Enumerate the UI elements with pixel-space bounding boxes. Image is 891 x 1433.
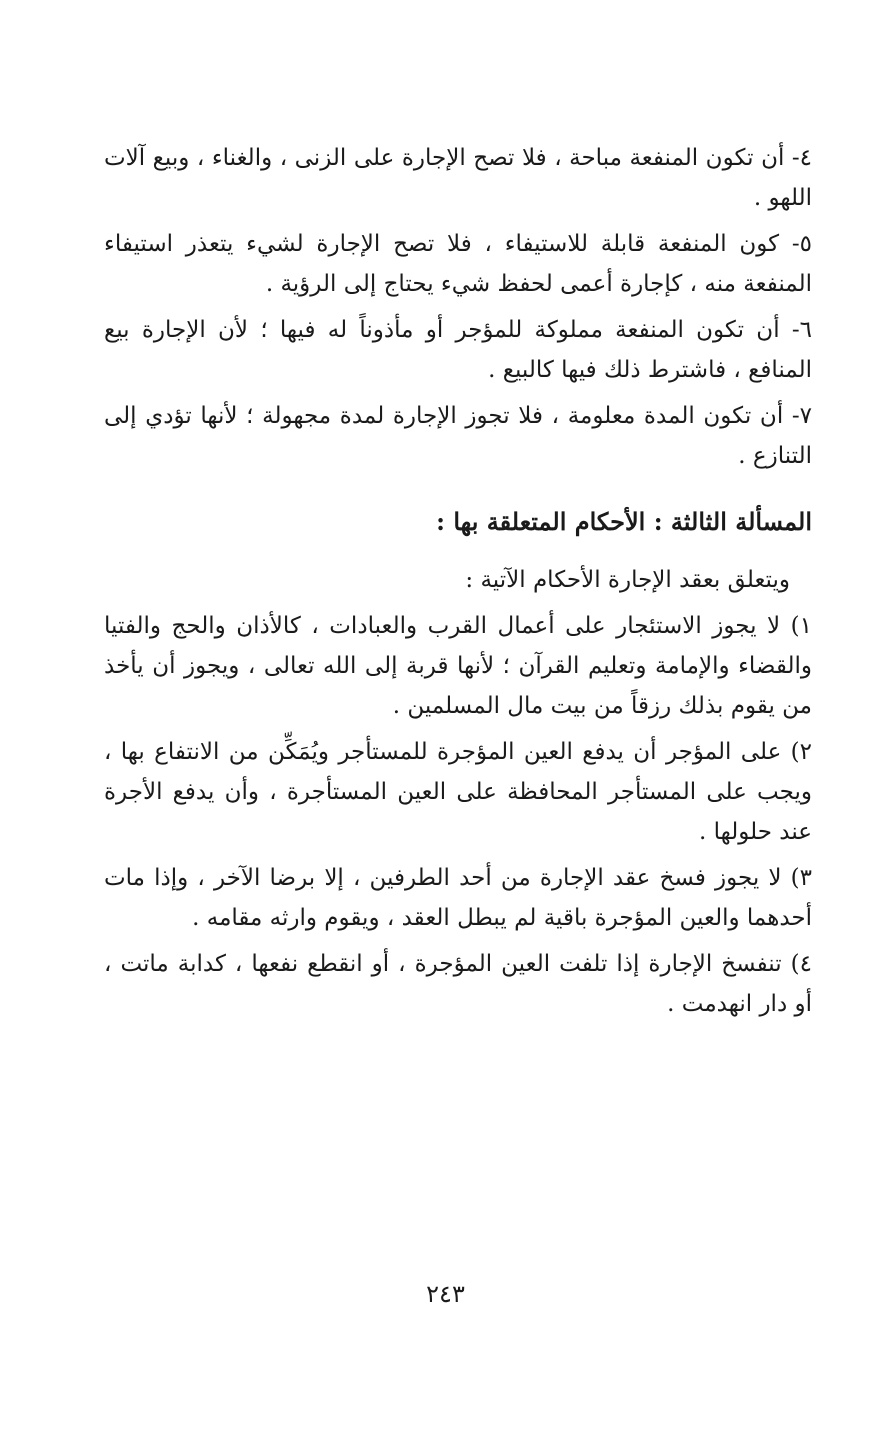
section-heading: المسألة الثالثة : الأحكام المتعلقة بها :: [436, 507, 812, 536]
ruling-paragraph-3: ٣) لا يجوز فسخ عقد الإجارة من أحد الطرفين ، إلا برضا الآخر ، وإذا مات أحدهما والعين المؤجرة باقية لم يبطل العقد ، ويقوم وارثه مقامه .: [104, 865, 812, 931]
condition-paragraph-6: ٦- أن تكون المنفعة مملوكة للمؤجر أو مأذوناً له فيها ؛ لأن الإجارة بيع المنافع ، فاشترط ذلك فيها كالبيع .: [104, 317, 812, 383]
condition-paragraph-5: ٥- كون المنفعة قابلة للاستيفاء ، فلا تصح الإجارة لشيء يتعذر استيفاء المنفعة منه ، كإجارة أعمى لحفظ شيء يحتاج إلى الرؤية .: [104, 231, 812, 297]
condition-paragraph-7: ٧- أن تكون المدة معلومة ، فلا تجوز الإجارة لمدة مجهولة ؛ لأنها تؤدي إلى التنازع .: [104, 403, 812, 469]
ruling-paragraph-2: ٢) على المؤجر أن يدفع العين المؤجرة للمستأجر ويُمَكِّن من الانتفاع بها ، ويجب على المستأجر المحافظة على العين المستأجرة ، وأن يدفع الأجرة عند حلولها .: [104, 739, 812, 845]
page-number: ٢٤٣: [426, 1280, 465, 1308]
section-intro: ويتعلق بعقد الإجارة الأحكام الآتية :: [465, 567, 790, 593]
ruling-paragraph-1: ١) لا يجوز الاستئجار على أعمال القرب والعبادات ، كالأذان والحج والفتيا والقضاء والإمامة وتعليم القرآن ؛ لأنها قربة إلى الله تعالى ، ويجوز أن يأخذ من يقوم بذلك رزقاً من بيت مال المسلمين .: [104, 613, 812, 719]
ruling-paragraph-4: ٤) تنفسخ الإجارة إذا تلفت العين المؤجرة ، أو انقطع نفعها ، كدابة ماتت ، أو دار انهدمت .: [104, 951, 812, 1017]
page-body: [104, 138, 812, 1030]
condition-paragraph-4: ٤- أن تكون المنفعة مباحة ، فلا تصح الإجارة على الزنى ، والغناء ، وبيع آلات اللهو .: [104, 145, 812, 211]
